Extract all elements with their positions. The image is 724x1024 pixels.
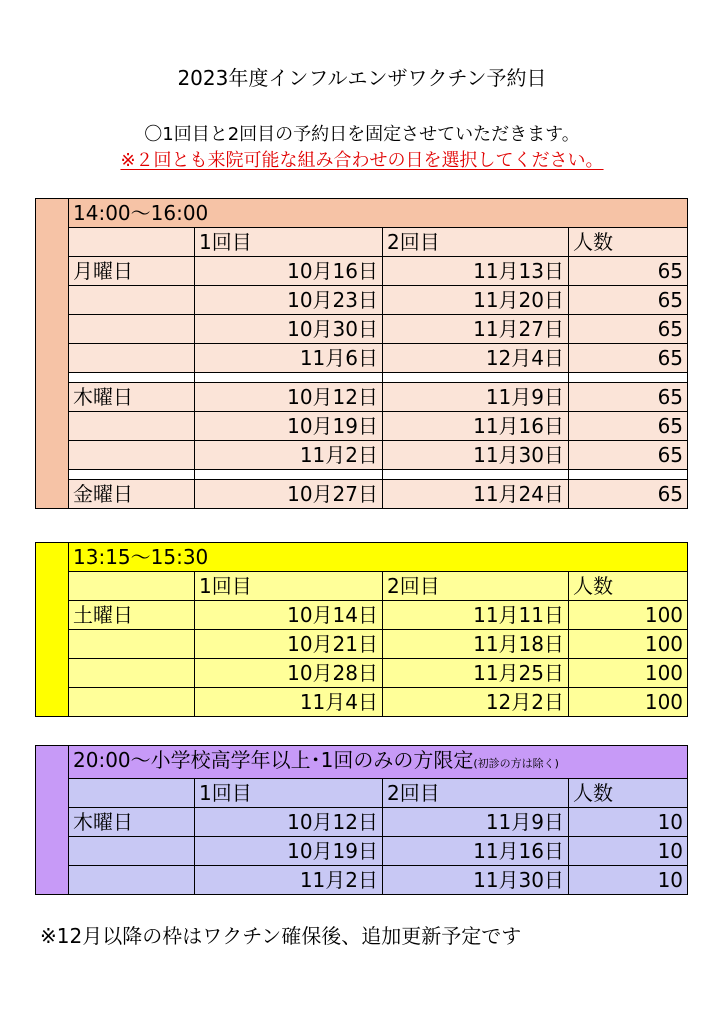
second-dose-date: 11月9日 bbox=[383, 383, 569, 412]
first-dose-date: 10月21日 bbox=[195, 630, 383, 659]
table-row bbox=[36, 808, 688, 837]
day-column-header bbox=[69, 228, 195, 257]
capacity-value: 100 bbox=[569, 688, 688, 717]
capacity-value: 65 bbox=[569, 383, 688, 412]
section-time-header bbox=[69, 746, 688, 779]
second-dose-date: 11月13日 bbox=[383, 257, 569, 286]
schedule-table-2000 bbox=[35, 745, 688, 895]
capacity-value: 65 bbox=[569, 315, 688, 344]
first-dose-date: 10月19日 bbox=[195, 837, 383, 866]
first-dose-header: 1回目 bbox=[195, 572, 383, 601]
table-row bbox=[36, 315, 688, 344]
capacity-value: 65 bbox=[569, 441, 688, 470]
day-label: 木曜日 bbox=[69, 383, 195, 412]
second-dose-date: 11月25日 bbox=[383, 659, 569, 688]
table-row bbox=[36, 441, 688, 470]
capacity-value: 65 bbox=[569, 257, 688, 286]
table-row bbox=[36, 257, 688, 286]
second-dose-date: 11月24日 bbox=[383, 480, 569, 509]
notice-select-dates: ※２回とも来院可能な組み合わせの日を選択してください。 bbox=[120, 150, 604, 171]
capacity-value: 65 bbox=[569, 412, 688, 441]
capacity-value: 100 bbox=[569, 630, 688, 659]
first-dose-date: 10月23日 bbox=[195, 286, 383, 315]
capacity-value: 65 bbox=[569, 286, 688, 315]
first-dose-header: 1回目 bbox=[195, 779, 383, 808]
table-row bbox=[36, 659, 688, 688]
table-row bbox=[36, 630, 688, 659]
second-dose-date: 11月30日 bbox=[383, 441, 569, 470]
capacity-header: 人数 bbox=[569, 228, 688, 257]
day-label: 土曜日 bbox=[69, 601, 195, 630]
capacity-value: 65 bbox=[569, 480, 688, 509]
capacity-value: 10 bbox=[569, 808, 688, 837]
second-dose-date: 11月9日 bbox=[383, 808, 569, 837]
first-dose-date: 11月2日 bbox=[195, 441, 383, 470]
first-dose-date: 10月12日 bbox=[195, 808, 383, 837]
table-row bbox=[36, 601, 688, 630]
table-row bbox=[36, 480, 688, 509]
footer-note: ※12月以降の枠はワクチン確保後、追加更新予定です bbox=[40, 924, 522, 948]
first-dose-date: 10月19日 bbox=[195, 412, 383, 441]
first-dose-date: 10月28日 bbox=[195, 659, 383, 688]
notice-fixed-dates: 〇1回目と2回目の予約日を固定させていただきます。 bbox=[144, 124, 580, 145]
day-column-header bbox=[69, 572, 195, 601]
second-dose-header: 2回目 bbox=[383, 228, 569, 257]
day-label: 金曜日 bbox=[69, 480, 195, 509]
schedule-table-1400 bbox=[35, 198, 688, 509]
second-dose-header: 2回目 bbox=[383, 779, 569, 808]
capacity-value: 10 bbox=[569, 837, 688, 866]
capacity-header: 人数 bbox=[569, 572, 688, 601]
first-dose-date: 10月27日 bbox=[195, 480, 383, 509]
capacity-value: 100 bbox=[569, 659, 688, 688]
section-color-stripe bbox=[36, 199, 69, 509]
second-dose-date: 11月16日 bbox=[383, 837, 569, 866]
table-row bbox=[36, 286, 688, 315]
table-row bbox=[36, 344, 688, 373]
first-dose-date: 11月6日 bbox=[195, 344, 383, 373]
day-column-header bbox=[69, 779, 195, 808]
section-time-header: 14:00～16:00 bbox=[69, 199, 688, 228]
table-row bbox=[36, 688, 688, 717]
first-dose-date: 11月4日 bbox=[195, 688, 383, 717]
first-dose-date: 10月16日 bbox=[195, 257, 383, 286]
first-dose-date: 10月14日 bbox=[195, 601, 383, 630]
section-time-label: 20:00～小学校高学年以上･1回のみの方限定 bbox=[73, 748, 474, 772]
second-dose-date: 11月27日 bbox=[383, 315, 569, 344]
first-dose-header: 1回目 bbox=[195, 228, 383, 257]
table-row bbox=[36, 837, 688, 866]
page-title: 2023年度インフルエンザワクチン予約日 bbox=[177, 66, 547, 90]
section-time-header: 13:15～15:30 bbox=[69, 543, 688, 572]
first-dose-date: 10月12日 bbox=[195, 383, 383, 412]
section-time-note: (初診の方は除く) bbox=[473, 757, 559, 770]
table-row bbox=[36, 866, 688, 895]
second-dose-date: 11月20日 bbox=[383, 286, 569, 315]
second-dose-header: 2回目 bbox=[383, 572, 569, 601]
day-label: 月曜日 bbox=[69, 257, 195, 286]
section-color-stripe bbox=[36, 746, 69, 895]
second-dose-date: 12月4日 bbox=[383, 344, 569, 373]
second-dose-date: 11月11日 bbox=[383, 601, 569, 630]
section-color-stripe bbox=[36, 543, 69, 717]
capacity-value: 10 bbox=[569, 866, 688, 895]
first-dose-date: 10月30日 bbox=[195, 315, 383, 344]
table-row bbox=[36, 383, 688, 412]
schedule-table-1315 bbox=[35, 542, 688, 717]
first-dose-date: 11月2日 bbox=[195, 866, 383, 895]
second-dose-date: 11月18日 bbox=[383, 630, 569, 659]
second-dose-date: 11月30日 bbox=[383, 866, 569, 895]
capacity-value: 100 bbox=[569, 601, 688, 630]
day-label: 木曜日 bbox=[69, 808, 195, 837]
capacity-header: 人数 bbox=[569, 779, 688, 808]
second-dose-date: 12月2日 bbox=[383, 688, 569, 717]
second-dose-date: 11月16日 bbox=[383, 412, 569, 441]
capacity-value: 65 bbox=[569, 344, 688, 373]
table-row bbox=[36, 412, 688, 441]
